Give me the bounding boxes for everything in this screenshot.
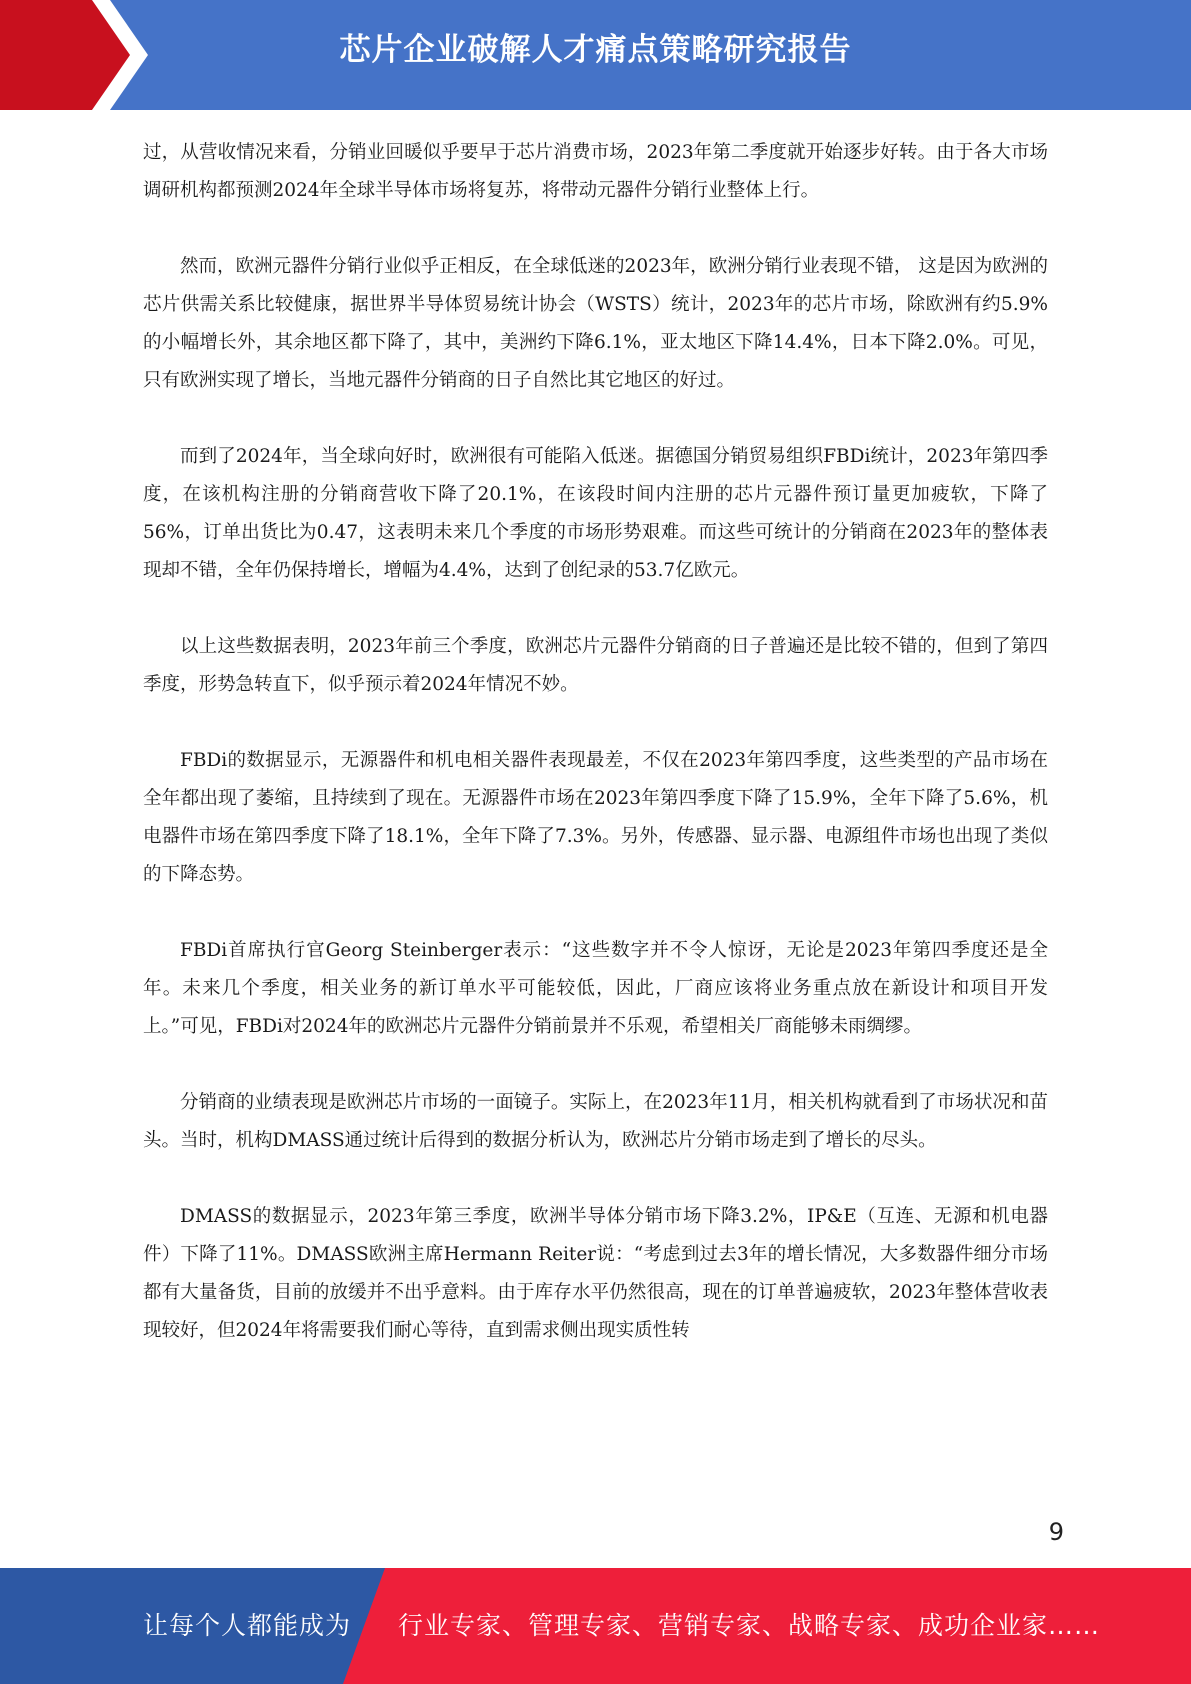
- footer-slogan-right: 行业专家、管理专家、营销专家、战略专家、成功企业家……: [398, 1611, 1101, 1640]
- article-body: [143, 134, 1048, 1388]
- paragraph: DMASS的数据显示，2023年第三季度，欧洲半导体分销市场下降3.2%，IP&E（互连、无源和机电器件）下降了11%。DMASS欧洲主席Hermann Reiter说：“考虑到过去3年的增长情况，大多数器件细分市场都有大量备货，目前的放缓并不出乎意料。由于库存水平仍然很高，现在的订单普遍疲软，2023年整体营收表现较好，但2024年将需要我们耐心等待，直到需求侧出现实质性转: [143, 1206, 1048, 1341]
- paragraph: FBDi的数据显示，无源器件和机电相关器件表现最差，不仅在2023年第四季度，这些类型的产品市场在全年都出现了萎缩，且持续到了现在。无源器件市场在2023年第四季度下降了15.9%，全年下降了5.6%，机电器件市场在第四季度下降了18.1%，全年下降了7.3%。另外，传感器、显示器、电源组件市场也出现了类似的下降态势。: [143, 750, 1048, 885]
- paragraph: 然而，欧洲元器件分销行业似乎正相反，在全球低迷的2023年，欧洲分销行业表现不错， 这是因为欧洲的芯片供需关系比较健康，据世界半导体贸易统计协会（WSTS）统计，2023年的芯片市场，除欧洲有约5.9%的小幅增长外，其余地区都下降了，其中，美洲约下降6.1%，亚太地区下降14.4%，日本下降2.0%。可见，只有欧洲实现了增长，当地元器件分销商的日子自然比其它地区的好过。: [143, 256, 1048, 391]
- footer-slogan-left: 让每个人都能成为: [143, 1611, 352, 1640]
- paragraph: 过，从营收情况来看，分销业回暖似乎要早于芯片消费市场，2023年第二季度就开始逐步好转。由于各大市场调研机构都预测2024年全球半导体市场将复苏，将带动元器件分销行业整体上行。: [143, 142, 1048, 201]
- page-footer: [0, 1568, 1191, 1684]
- paragraph: 以上这些数据表明，2023年前三个季度，欧洲芯片元器件分销商的日子普遍还是比较不错的，但到了第四季度，形势急转直下，似乎预示着2024年情况不妙。: [143, 636, 1048, 695]
- paragraph: 分销商的业绩表现是欧洲芯片市场的一面镜子。实际上，在2023年11月，相关机构就看到了市场状况和苗头。当时，机构DMASS通过统计后得到的数据分析认为，欧洲芯片分销市场走到了增长的尽头。: [143, 1092, 1048, 1151]
- paragraph: 而到了2024年，当全球向好时，欧洲很有可能陷入低迷。据德国分销贸易组织FBDi统计，2023年第四季度，在该机构注册的分销商营收下降了20.1%，在该段时间内注册的芯片元器件预订量更加疲软，下降了56%，订单出货比为0.47，这表明未来几个季度的市场形势艰难。而这些可统计的分销商在2023年的整体表现却不错，全年仍保持增长，增幅为4.4%，达到了创纪录的53.7亿欧元。: [143, 446, 1048, 581]
- page-number: 9: [1048, 1518, 1064, 1546]
- page-header: [0, 0, 1191, 110]
- report-title: 芯片企业破解人才痛点策略研究报告: [339, 32, 852, 68]
- paragraph: FBDi首席执行官Georg Steinberger表示：“这些数字并不令人惊讶，无论是2023年第四季度还是全年。未来几个季度，相关业务的新订单水平可能较低，因此，厂商应该将业务重点放在新设计和项目开发上。”可见，FBDi对2024年的欧洲芯片元器件分销前景并不乐观，希望相关厂商能够未雨绸缪。: [143, 940, 1048, 1037]
